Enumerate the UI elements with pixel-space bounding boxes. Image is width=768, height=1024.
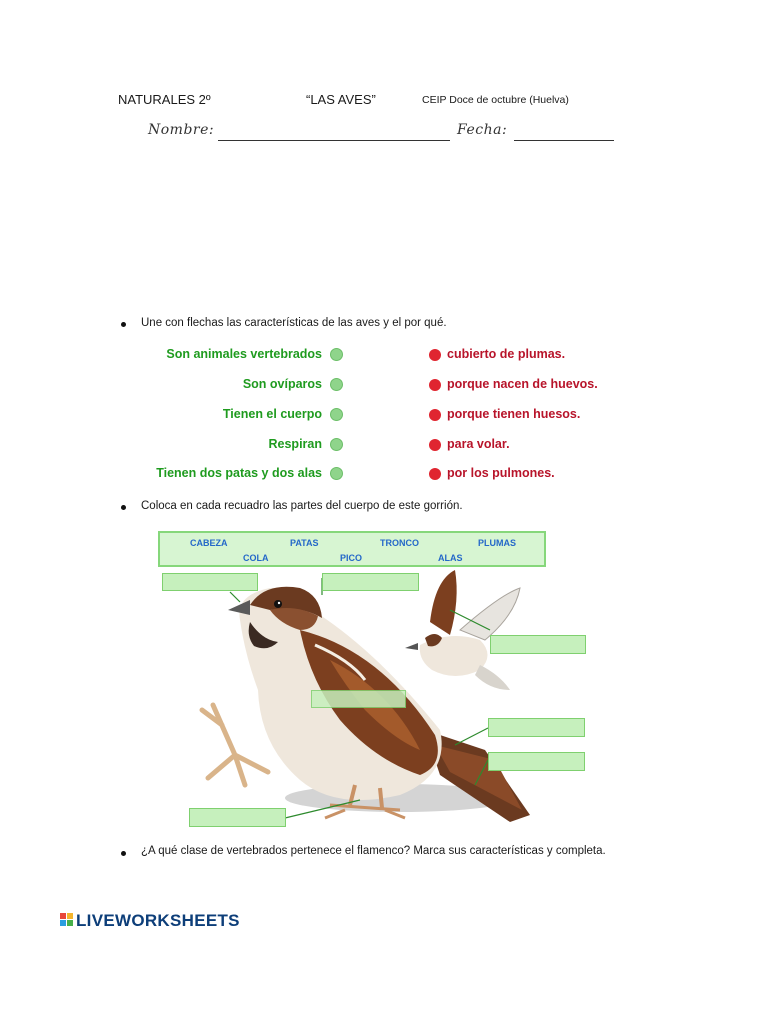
answer-box-tail[interactable] xyxy=(488,752,585,771)
name-field[interactable] xyxy=(218,140,450,141)
left-item-cuerpo: Tienen el cuerpo xyxy=(222,407,322,421)
left-item-vertebrados: Son animales vertebrados xyxy=(166,347,322,361)
right-item-huesos: porque tienen huesos. xyxy=(447,407,581,421)
right-item-volar: para volar. xyxy=(447,437,510,451)
liveworksheets-logo: LIVEWORKSHEETS xyxy=(76,911,240,930)
left-item-oviparos: Son ovíparos xyxy=(242,377,322,391)
match-dot-right-5[interactable] xyxy=(429,468,441,480)
answer-box-beak[interactable] xyxy=(162,573,258,591)
match-dot-left-2[interactable] xyxy=(330,378,343,391)
date-label: Fecha: xyxy=(457,122,508,138)
word-cola: COLA xyxy=(243,553,269,563)
match-dot-right-2[interactable] xyxy=(429,379,441,391)
word-pico: PICO xyxy=(340,553,363,563)
answer-box-legs[interactable] xyxy=(189,808,286,827)
match-dot-left-1[interactable] xyxy=(330,348,343,361)
bullet xyxy=(121,322,126,327)
right-item-plumas: cubierto de plumas. xyxy=(447,347,566,361)
date-field[interactable] xyxy=(514,140,614,141)
answer-box-feathers[interactable] xyxy=(488,718,585,737)
exercise3-instruction: ¿A qué clase de vertebrados pertenece el flamenco? Marca sus características y completa. xyxy=(141,845,606,857)
word-patas: PATAS xyxy=(290,538,319,548)
word-alas: ALAS xyxy=(438,553,463,563)
match-dot-left-3[interactable] xyxy=(330,408,343,421)
answer-box-head[interactable] xyxy=(322,573,419,591)
match-dot-right-4[interactable] xyxy=(429,439,441,451)
match-dot-right-3[interactable] xyxy=(429,409,441,421)
match-dot-right-1[interactable] xyxy=(429,349,441,361)
word-cabeza: CABEZA xyxy=(190,538,228,548)
bullet xyxy=(121,505,126,510)
answer-box-wings[interactable] xyxy=(490,635,586,654)
right-item-pulmones: por los pulmones. xyxy=(447,466,555,480)
word-tronco: TRONCO xyxy=(380,538,419,548)
left-item-patas-alas: Tienen dos patas y dos alas xyxy=(156,466,322,480)
match-dot-left-5[interactable] xyxy=(330,467,343,480)
name-label: Nombre: xyxy=(148,122,215,138)
answer-box-trunk[interactable] xyxy=(311,690,406,708)
exercise2-instruction: Coloca en cada recuadro las partes del cuerpo de este gorrión. xyxy=(141,500,463,512)
right-item-huevos: porque nacen de huevos. xyxy=(447,377,598,391)
match-dot-left-4[interactable] xyxy=(330,438,343,451)
liveworksheets-logo-icon xyxy=(60,913,74,927)
bullet xyxy=(121,851,126,856)
subject-label: NATURALES 2º xyxy=(118,92,211,107)
school-label: CEIP Doce de octubre (Huelva) xyxy=(422,94,569,106)
worksheet-title: “LAS AVES” xyxy=(306,92,376,107)
exercise1-instruction: Une con flechas las características de las aves y el por qué. xyxy=(141,317,447,329)
word-plumas: PLUMAS xyxy=(478,538,516,548)
left-item-respiran: Respiran xyxy=(268,437,322,451)
